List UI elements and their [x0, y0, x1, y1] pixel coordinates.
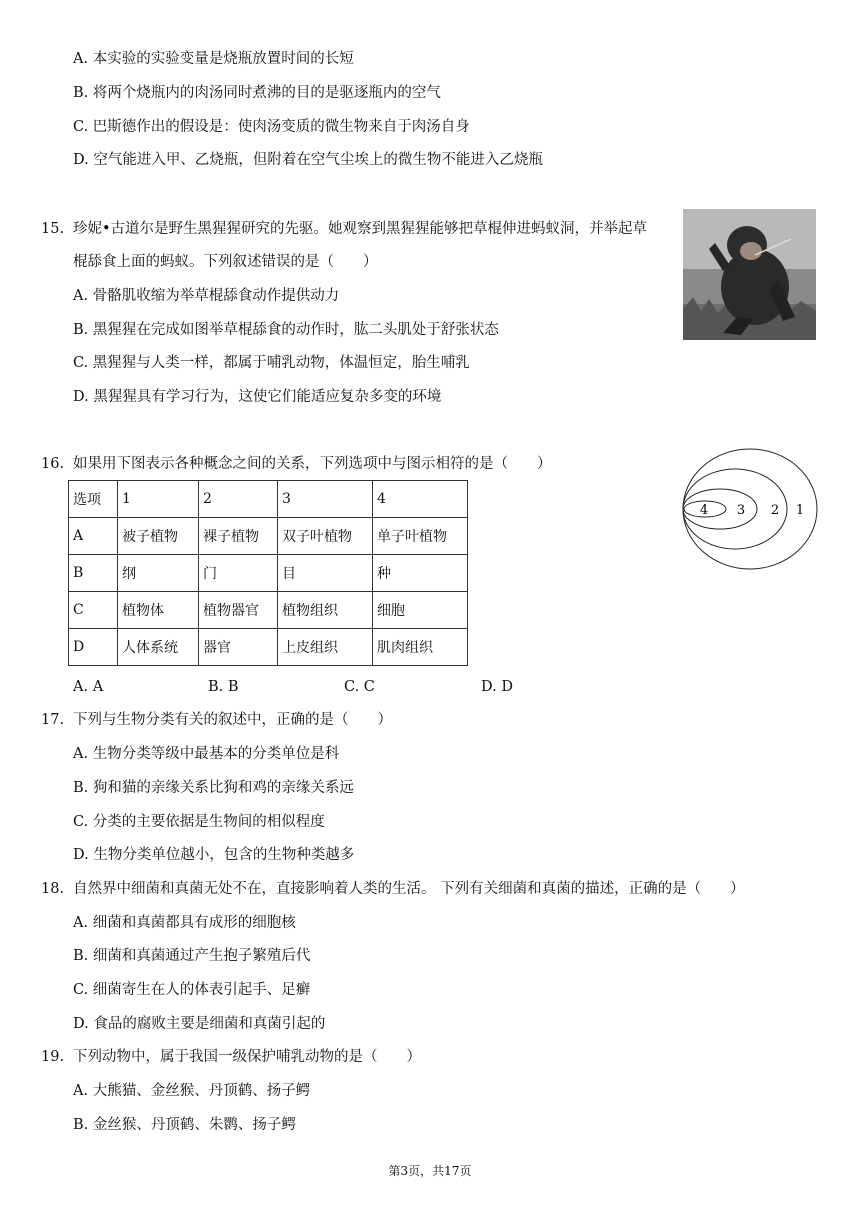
table-cell: 细胞: [373, 592, 468, 629]
table-cell: 双子叶植物: [278, 518, 373, 555]
table-cell: 被子植物: [118, 518, 199, 555]
table-cell: 植物组织: [278, 592, 373, 629]
q19-option-b: B. 金丝猴、丹顶鹤、朱鹮、扬子鳄: [73, 1117, 296, 1133]
q18-option-c: C. 细菌寄生在人的体表引起手、足癣: [73, 982, 311, 998]
table-cell: 种: [373, 555, 468, 592]
q16-answer-d: D. D: [481, 679, 513, 695]
q15-stem-line2: 棍舔食上面的蚂蚁。下列叙述错误的是（ ）: [73, 254, 378, 270]
table-cell: 上皮组织: [278, 629, 373, 666]
table-cell: 肌肉组织: [373, 629, 468, 666]
q15-number: 15.: [41, 221, 65, 237]
table-header-cell: 选项: [69, 481, 118, 518]
table-cell: 器官: [199, 629, 278, 666]
q16-answer-a: A. A: [73, 679, 104, 695]
nested-ellipses-diagram: [680, 446, 820, 572]
q19-option-a: A. 大熊猫、金丝猴、丹顶鹤、扬子鳄: [73, 1083, 311, 1099]
q18-number: 18.: [41, 881, 65, 897]
q19-number: 19.: [41, 1049, 65, 1065]
q17-stem: 下列与生物分类有关的叙述中，正确的是（ ）: [73, 712, 392, 728]
table-cell: 目: [278, 555, 373, 592]
q18-option-a: A. 细菌和真菌都具有成形的细胞核: [73, 915, 296, 931]
q17-option-a: A. 生物分类等级中最基本的分类单位是科: [73, 746, 340, 762]
table-header-cell: 4: [373, 481, 468, 518]
table-cell: 人体系统: [118, 629, 199, 666]
q16-answer-c: C. C: [344, 679, 375, 695]
q15-option-a: A. 骨骼肌收缩为举草棍舔食动作提供动力: [73, 288, 340, 304]
table-cell: C: [69, 592, 118, 629]
q19-stem: 下列动物中，属于我国一级保护哺乳动物的是（ ）: [73, 1049, 421, 1065]
q15-stem-line1: 珍妮•古道尔是野生黑猩猩研究的先驱。她观察到黑猩猩能够把草棍伸进蚂蚁洞，并举起草: [73, 221, 648, 237]
q14-option-c: C. 巴斯德作出的假设是：使肉汤变质的微生物来自于肉汤自身: [73, 119, 470, 135]
q16-answer-b: B. B: [208, 679, 239, 695]
table-row: [69, 518, 468, 555]
table-cell: 纲: [118, 555, 199, 592]
q17-option-c: C. 分类的主要依据是生物间的相似程度: [73, 814, 325, 830]
q14-option-b: B. 将两个烧瓶内的肉汤同时煮沸的目的是驱逐瓶内的空气: [73, 85, 441, 101]
table-cell: 门: [199, 555, 278, 592]
table-cell: B: [69, 555, 118, 592]
table-cell: D: [69, 629, 118, 666]
q15-option-c: C. 黑猩猩与人类一样，都属于哺乳动物，体温恒定，胎生哺乳: [73, 355, 470, 371]
table-cell: 植物器官: [199, 592, 278, 629]
table-header-cell: 3: [278, 481, 373, 518]
table-row: [69, 555, 468, 592]
q18-stem: 自然界中细菌和真菌无处不在，直接影响着人类的生活。 下列有关细菌和真菌的描述，正确的是（ ）: [73, 881, 745, 897]
table-cell: 裸子植物: [199, 518, 278, 555]
q16-options-table: [68, 480, 468, 666]
ellipse-3: [683, 489, 757, 529]
diagram-label-1: 1: [795, 503, 805, 518]
q15-option-d: D. 黑猩猩具有学习行为，这使它们能适应复杂多变的环境: [73, 389, 442, 405]
q16-number: 16.: [41, 456, 65, 472]
table-header-cell: 1: [118, 481, 199, 518]
diagram-label-2: 2: [770, 503, 780, 518]
q17-number: 17.: [41, 712, 65, 728]
q16-stem: 如果用下图表示各种概念之间的关系，下列选项中与图示相符的是（ ）: [73, 456, 552, 472]
q15-option-b: B. 黑猩猩在完成如图举草棍舔食的动作时，肱二头肌处于舒张状态: [73, 322, 499, 338]
table-cell: A: [69, 518, 118, 555]
q14-option-d: D. 空气能进入甲、乙烧瓶，但附着在空气尘埃上的微生物不能进入乙烧瓶: [73, 152, 543, 168]
table-row: [69, 592, 468, 629]
q17-option-b: B. 狗和猫的亲缘关系比狗和鸡的亲缘关系远: [73, 780, 354, 796]
q18-option-b: B. 细菌和真菌通过产生抱子繁殖后代: [73, 948, 311, 964]
page-footer: 第3页，共17页: [388, 1164, 472, 1178]
chimpanzee-photo: [683, 209, 816, 340]
table-cell: 植物体: [118, 592, 199, 629]
q14-option-a: A. 本实验的实验变量是烧瓶放置时间的长短: [73, 51, 354, 67]
table-header-cell: 2: [199, 481, 278, 518]
q18-option-d: D. 食品的腐败主要是细菌和真菌引起的: [73, 1016, 326, 1032]
diagram-label-3: 3: [736, 503, 746, 518]
table-row: [69, 629, 468, 666]
table-header-row: [69, 481, 468, 518]
diagram-label-4: 4: [699, 503, 709, 518]
q17-option-d: D. 生物分类单位越小，包含的生物种类越多: [73, 847, 355, 863]
table-cell: 单子叶植物: [373, 518, 468, 555]
